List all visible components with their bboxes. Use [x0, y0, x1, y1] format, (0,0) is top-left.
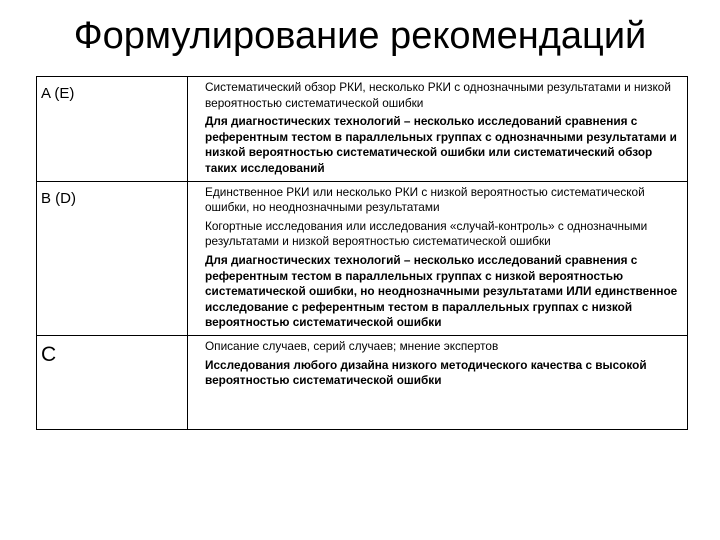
grade-description-a	[188, 77, 688, 182]
evidence-criteria-text: Единственное РКИ или несколько РКИ с низкой вероятностью систематической ошибки, но неоднозначными результатами	[205, 184, 645, 215]
table-row-grade-b	[37, 181, 688, 335]
recommendation-grades-table	[36, 76, 688, 430]
grade-label-a: A (E)	[37, 77, 188, 182]
slide-title: Формулирование рекомендаций	[73, 15, 647, 57]
table-row-grade-c	[37, 335, 688, 429]
grade-label-b: B (D)	[37, 181, 188, 335]
diagnostic-criteria-text: Для диагностических технологий – несколько исследований сравнения с референтным тестом в параллельных группах с однозначными результатами и низкой вероятностью систематической ошибки или систематический обзор таких исследований	[205, 114, 677, 175]
grade-description-b	[188, 181, 688, 335]
low-quality-criteria-text: Исследования любого дизайна низкого методического качества с высокой вероятностью систематической ошибки	[205, 357, 647, 388]
grade-description-c	[188, 335, 688, 429]
evidence-criteria-text: Описание случаев, серий случаев; мнение экспертов	[205, 338, 499, 353]
evidence-criteria-text: Когортные исследования или исследования «случай-контроль» с однозначными результатами и низкой вероятностью систематической ошибки	[205, 218, 648, 249]
grade-label-c: C	[37, 335, 188, 429]
table-row-grade-a	[37, 77, 688, 182]
diagnostic-criteria-text: Для диагностических технологий – несколько исследований сравнения с референтным тестом в параллельных группах с низкой вероятностью систематической ошибки, но неоднозначными результатами ИЛИ единственное исследование с референтным тестом в параллельных группах с низкой вероятностью систематической ошибки	[205, 252, 678, 330]
evidence-criteria-text: Систематический обзор РКИ, несколько РКИ с однозначными результатами и низкой вероятностью систематической ошибки	[205, 80, 671, 110]
